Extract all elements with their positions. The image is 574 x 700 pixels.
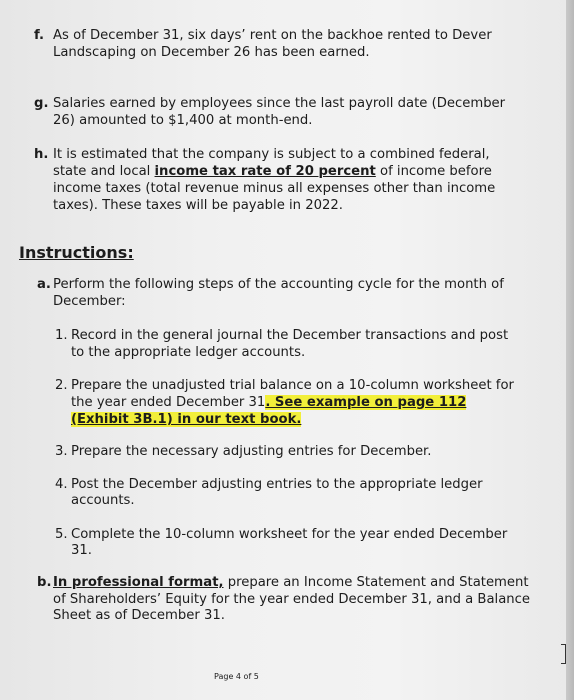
step-number: 2. <box>55 378 68 393</box>
textbook-reference-highlight: . See example on page 112 <box>265 395 467 410</box>
item-g-marker: g. <box>34 96 49 111</box>
textbook-reference-highlight: (Exhibit 3B.1) in our text book. <box>71 412 302 427</box>
step-text: to the appropriate ledger accounts. <box>71 345 306 360</box>
step-text: Complete the 10-column worksheet for the year ended December <box>71 527 508 542</box>
step-text: Record in the general journal the December transactions and post <box>71 328 509 343</box>
item-g-text: 26) amounted to $1,400 at month-end. <box>53 113 313 128</box>
step-number: 3. <box>55 444 68 459</box>
item-g-text: Salaries earned by employees since the last payroll date (December <box>53 96 506 111</box>
step-text: Post the December adjusting entries to the appropriate ledger <box>71 477 483 492</box>
item-f-marker: f. <box>34 28 45 43</box>
part-a-text: Perform the following steps of the accounting cycle for the month of <box>53 277 504 292</box>
item-h-text: taxes). These taxes will be payable in 2022. <box>53 198 343 213</box>
part-b-text: of Shareholders’ Equity for the year ended December 31, and a Balance <box>53 592 531 607</box>
step-text: Prepare the necessary adjusting entries for December. <box>71 444 432 459</box>
item-f-text: As of December 31, six days’ rent on the backhoe rented to Dever <box>53 28 492 43</box>
step-number: 1. <box>55 328 68 343</box>
part-b-marker: b. <box>37 575 52 590</box>
item-h-marker: h. <box>34 147 49 162</box>
part-b-text: In professional format, prepare an Income Statement and Statement <box>53 575 529 590</box>
item-f-text: Landscaping on December 26 has been earned. <box>53 45 370 60</box>
page-number: Page 4 of 5 <box>214 672 259 681</box>
item-h-text: It is estimated that the company is subject to a combined federal, <box>53 147 490 162</box>
step-text <box>71 411 301 428</box>
step-text: accounts. <box>71 493 135 508</box>
part-a-text: December: <box>53 294 126 309</box>
page-edge <box>566 0 574 700</box>
instructions-heading: Instructions: <box>19 243 134 262</box>
step-text: 31. <box>71 543 92 558</box>
item-h-text: income taxes (total revenue minus all expenses other than income <box>53 181 496 196</box>
step-text: Prepare the unadjusted trial balance on a 10-column worksheet for <box>71 378 514 393</box>
tax-rate-emphasis: income tax rate of 20 percent <box>154 164 376 179</box>
step-number: 5. <box>55 527 68 542</box>
step-text: the year ended December 31. See example on page 112 <box>71 395 467 410</box>
step-number: 4. <box>55 477 68 492</box>
part-a-marker: a. <box>37 277 51 292</box>
item-h-text: state and local income tax rate of 20 percent of income before <box>53 164 492 179</box>
part-b-text: Sheet as of December 31. <box>53 608 225 623</box>
professional-format-emphasis: In professional format, <box>53 575 224 590</box>
